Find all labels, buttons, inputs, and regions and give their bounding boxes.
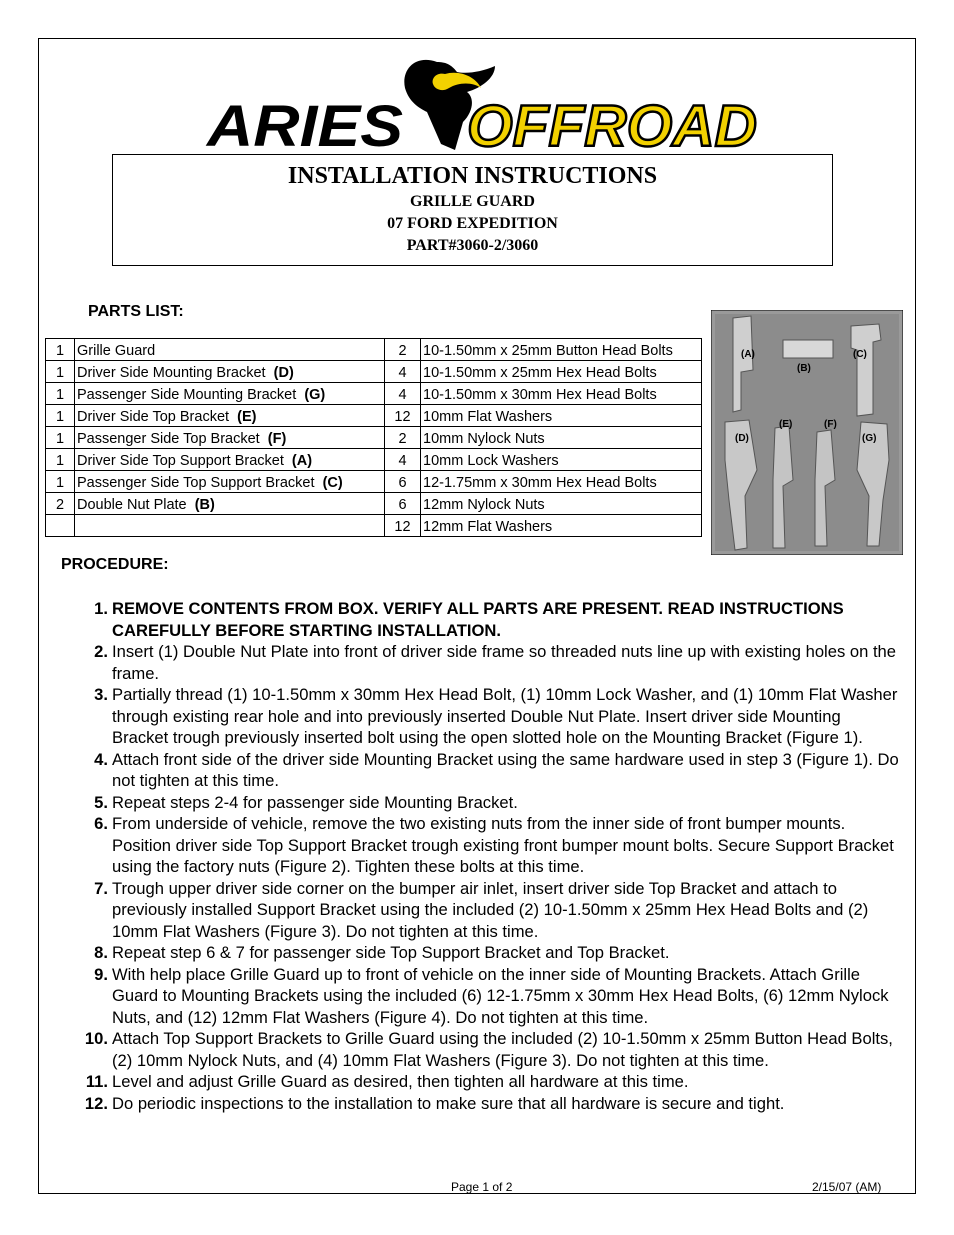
procedure-step — [78, 641, 900, 684]
part-name-cell — [75, 405, 385, 427]
parts-table — [45, 338, 702, 537]
hardware-qty: 2 — [385, 339, 421, 361]
part-name-cell — [75, 427, 385, 449]
part-code: (G) — [304, 387, 326, 403]
procedure-step — [78, 1028, 900, 1071]
title-box — [112, 154, 833, 266]
photo-label-f: (F) — [824, 419, 837, 430]
document-title: INSTALLATION INSTRUCTIONS — [287, 163, 658, 189]
step-number: 4. — [94, 749, 108, 769]
part-qty: 1 — [46, 427, 75, 449]
table-row — [46, 427, 702, 449]
procedure-step — [78, 749, 900, 792]
step-text: From underside of vehicle, remove the two existing nuts from the inner side of front bumper mounts. Position driver side Top Support Bracket trough existing front bumper mount bolts. Secure Support Bracket using the factory nuts (Figure 2). Tighten these bolts at this time. — [112, 814, 894, 876]
hardware-qty: 12 — [385, 405, 421, 427]
hardware-name: 10-1.50mm x 30mm Hex Head Bolts — [421, 383, 702, 405]
logo-aries-text: ARIES — [205, 94, 404, 156]
part-name: Passenger Side Top Support Bracket — [77, 475, 315, 491]
part-code: (F) — [267, 431, 287, 447]
procedure-step — [78, 1071, 900, 1093]
part-qty: 1 — [46, 405, 75, 427]
part-name: Driver Side Top Bracket — [77, 409, 230, 425]
step-text: Repeat step 6 & 7 for passenger side Top Support Bracket and Top Bracket. — [112, 943, 670, 962]
hardware-qty: 12 — [385, 515, 421, 537]
vehicle-model: 07 FORD EXPEDITION — [387, 215, 558, 232]
revision-date: 2/15/07 (AM) — [812, 1180, 882, 1194]
step-text: Insert (1) Double Nut Plate into front of driver side frame so threaded nuts line up with existing holes on the frame. — [112, 642, 897, 683]
step-number: 6. — [94, 814, 108, 833]
step-text: Attach front side of the driver side Mounting Bracket using the same hardware used in step 3 (Figure 1). Do not tighten at this time. — [112, 749, 899, 790]
hardware-name: 10-1.50mm x 25mm Hex Head Bolts — [421, 361, 702, 383]
part-qty: 1 — [46, 339, 75, 361]
hardware-qty: 4 — [385, 383, 421, 405]
table-row — [46, 493, 702, 515]
page-number: Page 1 of 2 — [451, 1180, 513, 1194]
part-name-cell — [75, 493, 385, 515]
step-number: 5. — [94, 792, 108, 812]
step-text: Do periodic inspections to the installation to make sure that all hardware is secure and tight. — [112, 1093, 785, 1113]
hardware-name: 10mm Flat Washers — [421, 405, 702, 427]
procedure-heading: PROCEDURE: — [61, 556, 169, 573]
parts-list-heading: PARTS LIST: — [88, 303, 184, 320]
parts-photo — [711, 310, 903, 555]
step-number: 10. — [84, 1029, 108, 1048]
part-name: Driver Side Top Support Bracket — [77, 453, 284, 469]
hardware-name: 10mm Nylock Nuts — [421, 427, 702, 449]
hardware-qty: 4 — [385, 449, 421, 471]
step-number: 12. — [84, 1093, 108, 1113]
product-name: GRILLE GUARD — [410, 193, 535, 210]
procedure-step — [78, 792, 900, 814]
part-qty: 1 — [46, 361, 75, 383]
procedure-step — [78, 813, 900, 878]
part-qty: 1 — [46, 449, 75, 471]
hardware-name: 12mm Nylock Nuts — [421, 493, 702, 515]
step-text: Partially thread (1) 10-1.50mm x 30mm Hex Head Bolt, (1) 10mm Lock Washer, and (1) 10mm Flat Washer through existing rear hole and into previously inserted Double Nut Plate. Insert driver side Mounting Bracket trough previously inserted bolt using the open slotted hole on the Mounting Bracket (Figure 1). — [112, 685, 898, 747]
procedure-step — [78, 598, 900, 641]
step-text: Level and adjust Grille Guard as desired, then tighten all hardware at this time. — [112, 1072, 689, 1091]
part-name-cell — [75, 515, 385, 537]
table-row — [46, 515, 702, 537]
step-text: Attach Top Support Brackets to Grille Guard using the included (2) 10-1.50mm x 25mm Button Head Bolts, (2) 10mm Nylock Nuts, and (4) 10mm Flat Washers (Figure 3). Do not tighten at this time. — [112, 1029, 893, 1070]
part-name-cell — [75, 361, 385, 383]
table-row — [46, 449, 702, 471]
step-number: 8. — [94, 943, 108, 962]
part-code: (E) — [237, 409, 257, 425]
step-number: 7. — [94, 878, 108, 898]
part-number: PART#3060-2/3060 — [406, 237, 539, 254]
step-text: Trough upper driver side corner on the bumper air inlet, insert driver side Top Bracket and attach to previously installed Support Bracket using the included (2) 10-1.50mm x 25mm Hex Head Bolts and (2) 10mm Flat Washers (Figure 3). Do not tighten at this time. — [112, 878, 869, 941]
hardware-name: 12mm Flat Washers — [421, 515, 702, 537]
part-name-cell — [75, 471, 385, 493]
part-name-cell — [75, 383, 385, 405]
step-text: REMOVE CONTENTS FROM BOX. VERIFY ALL PARTS ARE PRESENT. READ INSTRUCTIONS CAREFULLY BEFORE STARTING INSTALLATION. — [112, 599, 844, 640]
step-number: 11. — [85, 1072, 108, 1091]
hardware-qty: 6 — [385, 493, 421, 515]
procedure-step — [78, 942, 900, 964]
step-number: 2. — [94, 642, 108, 661]
photo-label-c: (C) — [853, 349, 867, 360]
step-number: 9. — [94, 964, 108, 984]
logo-offroad-text: OFFROAD — [467, 94, 757, 156]
procedure-steps — [78, 598, 900, 1114]
hardware-name: 10mm Lock Washers — [421, 449, 702, 471]
step-number: 3. — [94, 685, 108, 704]
table-row — [46, 383, 702, 405]
photo-label-a: (A) — [741, 349, 755, 360]
photo-label-e: (E) — [779, 419, 793, 430]
step-text: With help place Grille Guard up to front of vehicle on the inner side of Mounting Brackets. Attach Grille Guard to Mounting Brackets using the included (6) 12-1.75mm x 30mm Hex Head Bolts, (6) 12mm Nylock Nuts, and (12) 12mm Flat Washers (Figure 4). Do not tighten at this time. — [112, 964, 889, 1027]
part-name: Grille Guard — [77, 343, 156, 359]
photo-label-d: (D) — [735, 433, 749, 444]
table-row — [46, 361, 702, 383]
part-qty: 2 — [46, 493, 75, 515]
hardware-qty: 2 — [385, 427, 421, 449]
procedure-step — [78, 1093, 900, 1115]
part-qty — [46, 515, 75, 537]
part-qty: 1 — [46, 383, 75, 405]
step-number: 1. — [94, 599, 108, 618]
part-name-cell — [75, 449, 385, 471]
part-name: Passenger Side Mounting Bracket — [77, 387, 297, 403]
part-code: (A) — [291, 453, 313, 469]
table-row — [46, 339, 702, 361]
table-row — [46, 405, 702, 427]
procedure-step — [78, 964, 900, 1029]
procedure-step — [78, 684, 900, 749]
part-name: Double Nut Plate — [77, 497, 187, 513]
part-code: (D) — [273, 365, 294, 381]
part-name: Driver Side Mounting Bracket — [77, 365, 266, 381]
table-row — [46, 471, 702, 493]
part-code: (B) — [194, 497, 215, 513]
procedure-step — [78, 878, 900, 943]
part-code: (C) — [322, 475, 343, 491]
photo-label-b: (B) — [797, 363, 811, 374]
hardware-qty: 4 — [385, 361, 421, 383]
hardware-name: 10-1.50mm x 25mm Button Head Bolts — [421, 339, 702, 361]
hardware-name: 12-1.75mm x 30mm Hex Head Bolts — [421, 471, 702, 493]
step-text: Repeat steps 2-4 for passenger side Mounting Bracket. — [112, 792, 518, 812]
part-name: Passenger Side Top Bracket — [77, 431, 260, 447]
part-qty: 1 — [46, 471, 75, 493]
part-name-cell — [75, 339, 385, 361]
aries-offroad-logo — [205, 52, 760, 156]
photo-label-g: (G) — [862, 433, 877, 444]
hardware-qty: 6 — [385, 471, 421, 493]
